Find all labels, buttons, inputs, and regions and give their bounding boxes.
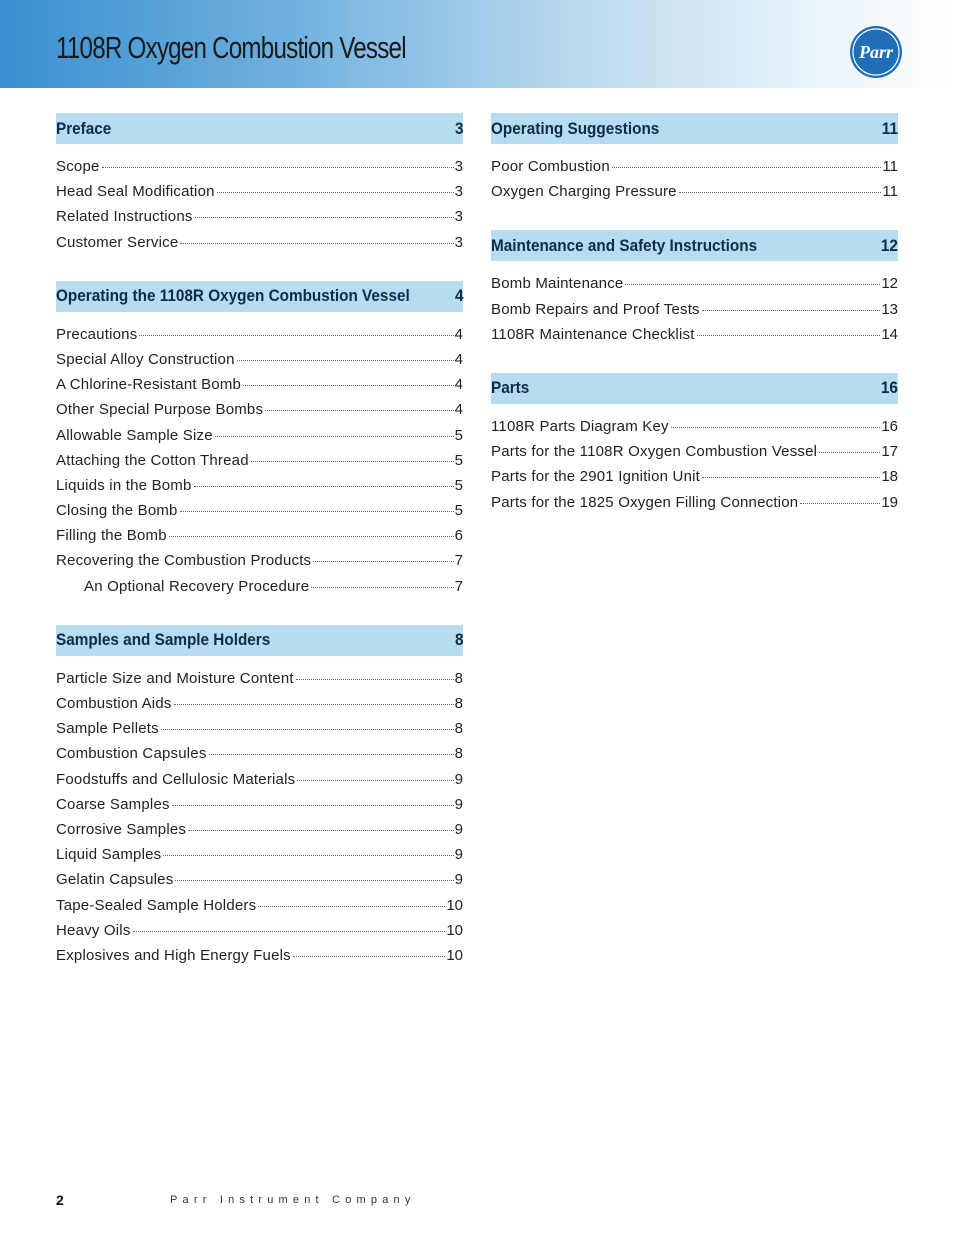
toc-entry[interactable] [56,351,463,376]
toc-entry-page-number: 8 [454,695,463,712]
toc-section [56,113,463,259]
toc-entry[interactable] [56,401,463,426]
toc-entry[interactable] [56,947,463,972]
toc-entry-label: Combustion Capsules [56,745,207,763]
page-header-band [0,0,954,88]
toc-entry[interactable] [491,326,898,351]
toc-entry-page-number: 16 [881,417,898,435]
section-page-number: 8 [454,630,463,650]
toc-entry[interactable] [56,552,463,577]
section-title: Preface [56,118,112,138]
toc-entry-page-number: 3 [454,208,463,226]
toc-entry-label: Filling the Bomb [56,527,167,545]
toc-entry-label: Heavy Oils [56,921,131,939]
toc-entry[interactable] [56,745,463,770]
dot-leader [243,385,454,386]
toc-entry-label: Combustion Aids [56,695,172,712]
parr-logo-icon [849,25,903,79]
dot-leader [296,679,454,680]
dot-leader [195,217,454,218]
toc-entry-label: Parts for the 1825 Oxygen Filling Connection [491,493,799,511]
toc-entry-label: Recovering the Combustion Products [56,552,312,570]
dot-leader [215,436,454,437]
toc-entry[interactable] [56,452,463,477]
toc-entry-label: A Chlorine-Resistant Bomb [56,376,242,394]
toc-entry-page-number: 4 [454,401,463,419]
toc-entry-page-number: 11 [882,183,898,201]
section-title: Maintenance and Safety Instructions [491,235,758,255]
toc-entry-page-number: 17 [881,443,898,461]
toc-entry-page-number: 12 [881,275,898,293]
toc-entry[interactable] [56,846,463,871]
section-title: Parts [491,378,530,398]
dot-leader [819,452,880,453]
toc-entry-label: 1108R Maintenance Checklist [491,325,695,343]
dot-leader [209,754,454,755]
toc-entry-label: Closing the Bomb [56,502,178,520]
toc-section [491,230,898,351]
toc-entry-page-number: 9 [454,820,463,838]
toc-entry[interactable] [491,158,898,183]
toc-entry[interactable] [491,301,898,326]
toc-entry-label: An Optional Recovery Procedure [84,577,310,595]
toc-entry-page-number: 10 [446,896,463,914]
toc-entry-label: Special Alloy Construction [56,350,235,368]
dot-leader [133,931,446,932]
toc-entry[interactable] [56,578,463,603]
toc-entry-label: Parts for the 2901 Ignition Unit [491,468,701,486]
section-title: Samples and Sample Holders [56,630,271,650]
section-title: Operating Suggestions [491,118,660,138]
dot-leader [188,830,454,831]
toc-entry[interactable] [56,897,463,922]
toc-entry[interactable] [56,477,463,502]
dot-leader [180,511,454,512]
dot-leader [174,704,454,705]
toc-entry-label: Scope [56,158,100,175]
toc-entry[interactable] [491,468,898,493]
toc-entry[interactable] [56,821,463,846]
section-page-number: 3 [454,118,463,138]
dot-leader [702,310,881,311]
toc-section-heading[interactable] [491,113,898,144]
toc-entry-label: Explosives and High Energy Fuels [56,946,291,964]
toc-column-left [56,113,463,994]
toc-entry-label: Sample Pellets [56,720,159,738]
dot-leader [311,587,453,588]
dot-leader [671,427,881,428]
toc-section-heading[interactable] [491,230,898,261]
dot-leader [139,335,453,336]
toc-entry[interactable] [56,670,463,695]
toc-column-right [491,113,898,541]
toc-entry[interactable] [56,695,463,720]
toc-entry-page-number: 8 [454,669,463,687]
toc-entry[interactable] [56,796,463,821]
dot-leader [625,284,880,285]
dot-leader [172,805,454,806]
toc-section [491,113,898,208]
toc-section [56,625,463,972]
toc-entry-page-number: 5 [454,451,463,469]
toc-section [491,373,898,519]
dot-leader [679,192,882,193]
toc-entry[interactable] [56,771,463,796]
dot-leader [180,243,453,244]
toc-section-heading[interactable] [56,625,463,656]
toc-entry-page-number: 13 [881,300,898,318]
toc-entry-label: Gelatin Capsules [56,871,174,889]
toc-entry[interactable] [56,871,463,896]
toc-entry[interactable] [56,326,463,351]
toc-entry[interactable] [491,418,898,443]
toc-entry-page-number: 11 [882,158,898,175]
toc-entry-page-number: 3 [454,183,463,201]
toc-entry-page-number: 5 [454,502,463,520]
toc-entry-label: Attaching the Cotton Thread [56,451,249,469]
toc-entry-page-number: 14 [881,325,898,343]
dot-leader [265,410,453,411]
dot-leader [217,192,454,193]
toc-entry-label: Particle Size and Moisture Content [56,669,294,687]
toc-entry-label: Parts for the 1108R Oxygen Combustion Vessel [491,443,818,461]
dot-leader [175,880,453,881]
toc-entry-page-number: 8 [454,745,463,763]
toc-entry-label: Allowable Sample Size [56,426,213,444]
section-title: Operating the 1108R Oxygen Combustion Vessel [56,286,410,306]
toc-entry-page-number: 8 [454,720,463,738]
toc-entry-label: Poor Combustion [491,158,610,175]
toc-entry[interactable] [56,208,463,233]
svg-text:Parr: Parr [858,42,894,62]
toc-entry-label: Other Special Purpose Bombs [56,401,264,419]
toc-entry-label: Related Instructions [56,208,193,226]
toc-entry-page-number: 3 [454,233,463,251]
dot-leader [297,780,453,781]
toc-entry[interactable] [491,275,898,300]
section-page-number: 11 [881,118,898,138]
dot-leader [313,561,453,562]
toc-entry-page-number: 5 [454,426,463,444]
section-page-number: 16 [880,378,898,398]
toc-entry-page-number: 6 [454,527,463,545]
toc-entry-label: 1108R Parts Diagram Key [491,417,669,435]
dot-leader [237,360,454,361]
toc-entry-page-number: 9 [454,795,463,813]
toc-section-heading[interactable] [56,281,463,312]
toc-entry-label: Tape-Sealed Sample Holders [56,896,257,914]
dot-leader [163,855,453,856]
toc-entry-page-number: 10 [446,921,463,939]
toc-entry-page-number: 18 [881,468,898,486]
toc-entry[interactable] [56,234,463,259]
toc-entry-label: Coarse Samples [56,795,170,813]
toc-entry-label: Head Seal Modification [56,183,215,201]
toc-entry-page-number: 9 [454,871,463,889]
toc-entry-page-number: 10 [446,946,463,964]
dot-leader [251,461,454,462]
toc-entry-label: Bomb Repairs and Proof Tests [491,300,700,318]
toc-entry[interactable] [56,183,463,208]
toc-entry-label: Liquid Samples [56,846,162,864]
toc-section-heading[interactable] [56,113,463,144]
dot-leader [697,335,881,336]
toc-entry-label: Bomb Maintenance [491,275,624,293]
toc-entry[interactable] [491,494,898,519]
toc-entry[interactable] [56,527,463,552]
section-page-number: 12 [880,235,898,255]
toc-section-heading[interactable] [491,373,898,404]
dot-leader [293,956,445,957]
dot-leader [102,167,454,168]
toc-entry-label: Liquids in the Bomb [56,476,192,494]
toc-entry[interactable] [56,158,463,183]
toc-entry[interactable] [56,502,463,527]
dot-leader [169,536,454,537]
document-title: 1108R Oxygen Combustion Vessel [56,30,406,65]
toc-entry-label: Foodstuffs and Cellulosic Materials [56,770,296,788]
toc-entry-page-number: 3 [454,158,463,175]
toc-entry-page-number: 4 [454,350,463,368]
dot-leader [161,729,454,730]
dot-leader [702,477,880,478]
toc-entry[interactable] [56,922,463,947]
toc-entry-label: Corrosive Samples [56,820,187,838]
toc-entry-page-number: 4 [454,325,463,343]
toc-section [56,281,463,603]
toc-entry-label: Oxygen Charging Pressure [491,183,677,201]
toc-entry[interactable] [56,427,463,452]
toc-entry-page-number: 9 [454,770,463,788]
toc-entry-page-number: 5 [454,476,463,494]
dot-leader [612,167,882,168]
toc-entry-page-number: 4 [454,376,463,394]
toc-entry[interactable] [56,376,463,401]
toc-entry-page-number: 7 [454,577,463,595]
toc-entry-label: Customer Service [56,233,179,251]
dot-leader [258,906,445,907]
toc-entry[interactable] [491,443,898,468]
toc-entry[interactable] [491,183,898,208]
toc-entry[interactable] [56,720,463,745]
section-page-number: 4 [454,286,463,306]
dot-leader [194,486,454,487]
footer-company-name: Parr Instrument Company [170,1194,416,1206]
footer-page-number: 2 [56,1192,64,1208]
dot-leader [800,503,880,504]
toc-entry-page-number: 19 [881,493,898,511]
toc-entry-page-number: 7 [454,552,463,570]
toc-entry-page-number: 9 [454,846,463,864]
toc-entry-label: Precautions [56,325,138,343]
